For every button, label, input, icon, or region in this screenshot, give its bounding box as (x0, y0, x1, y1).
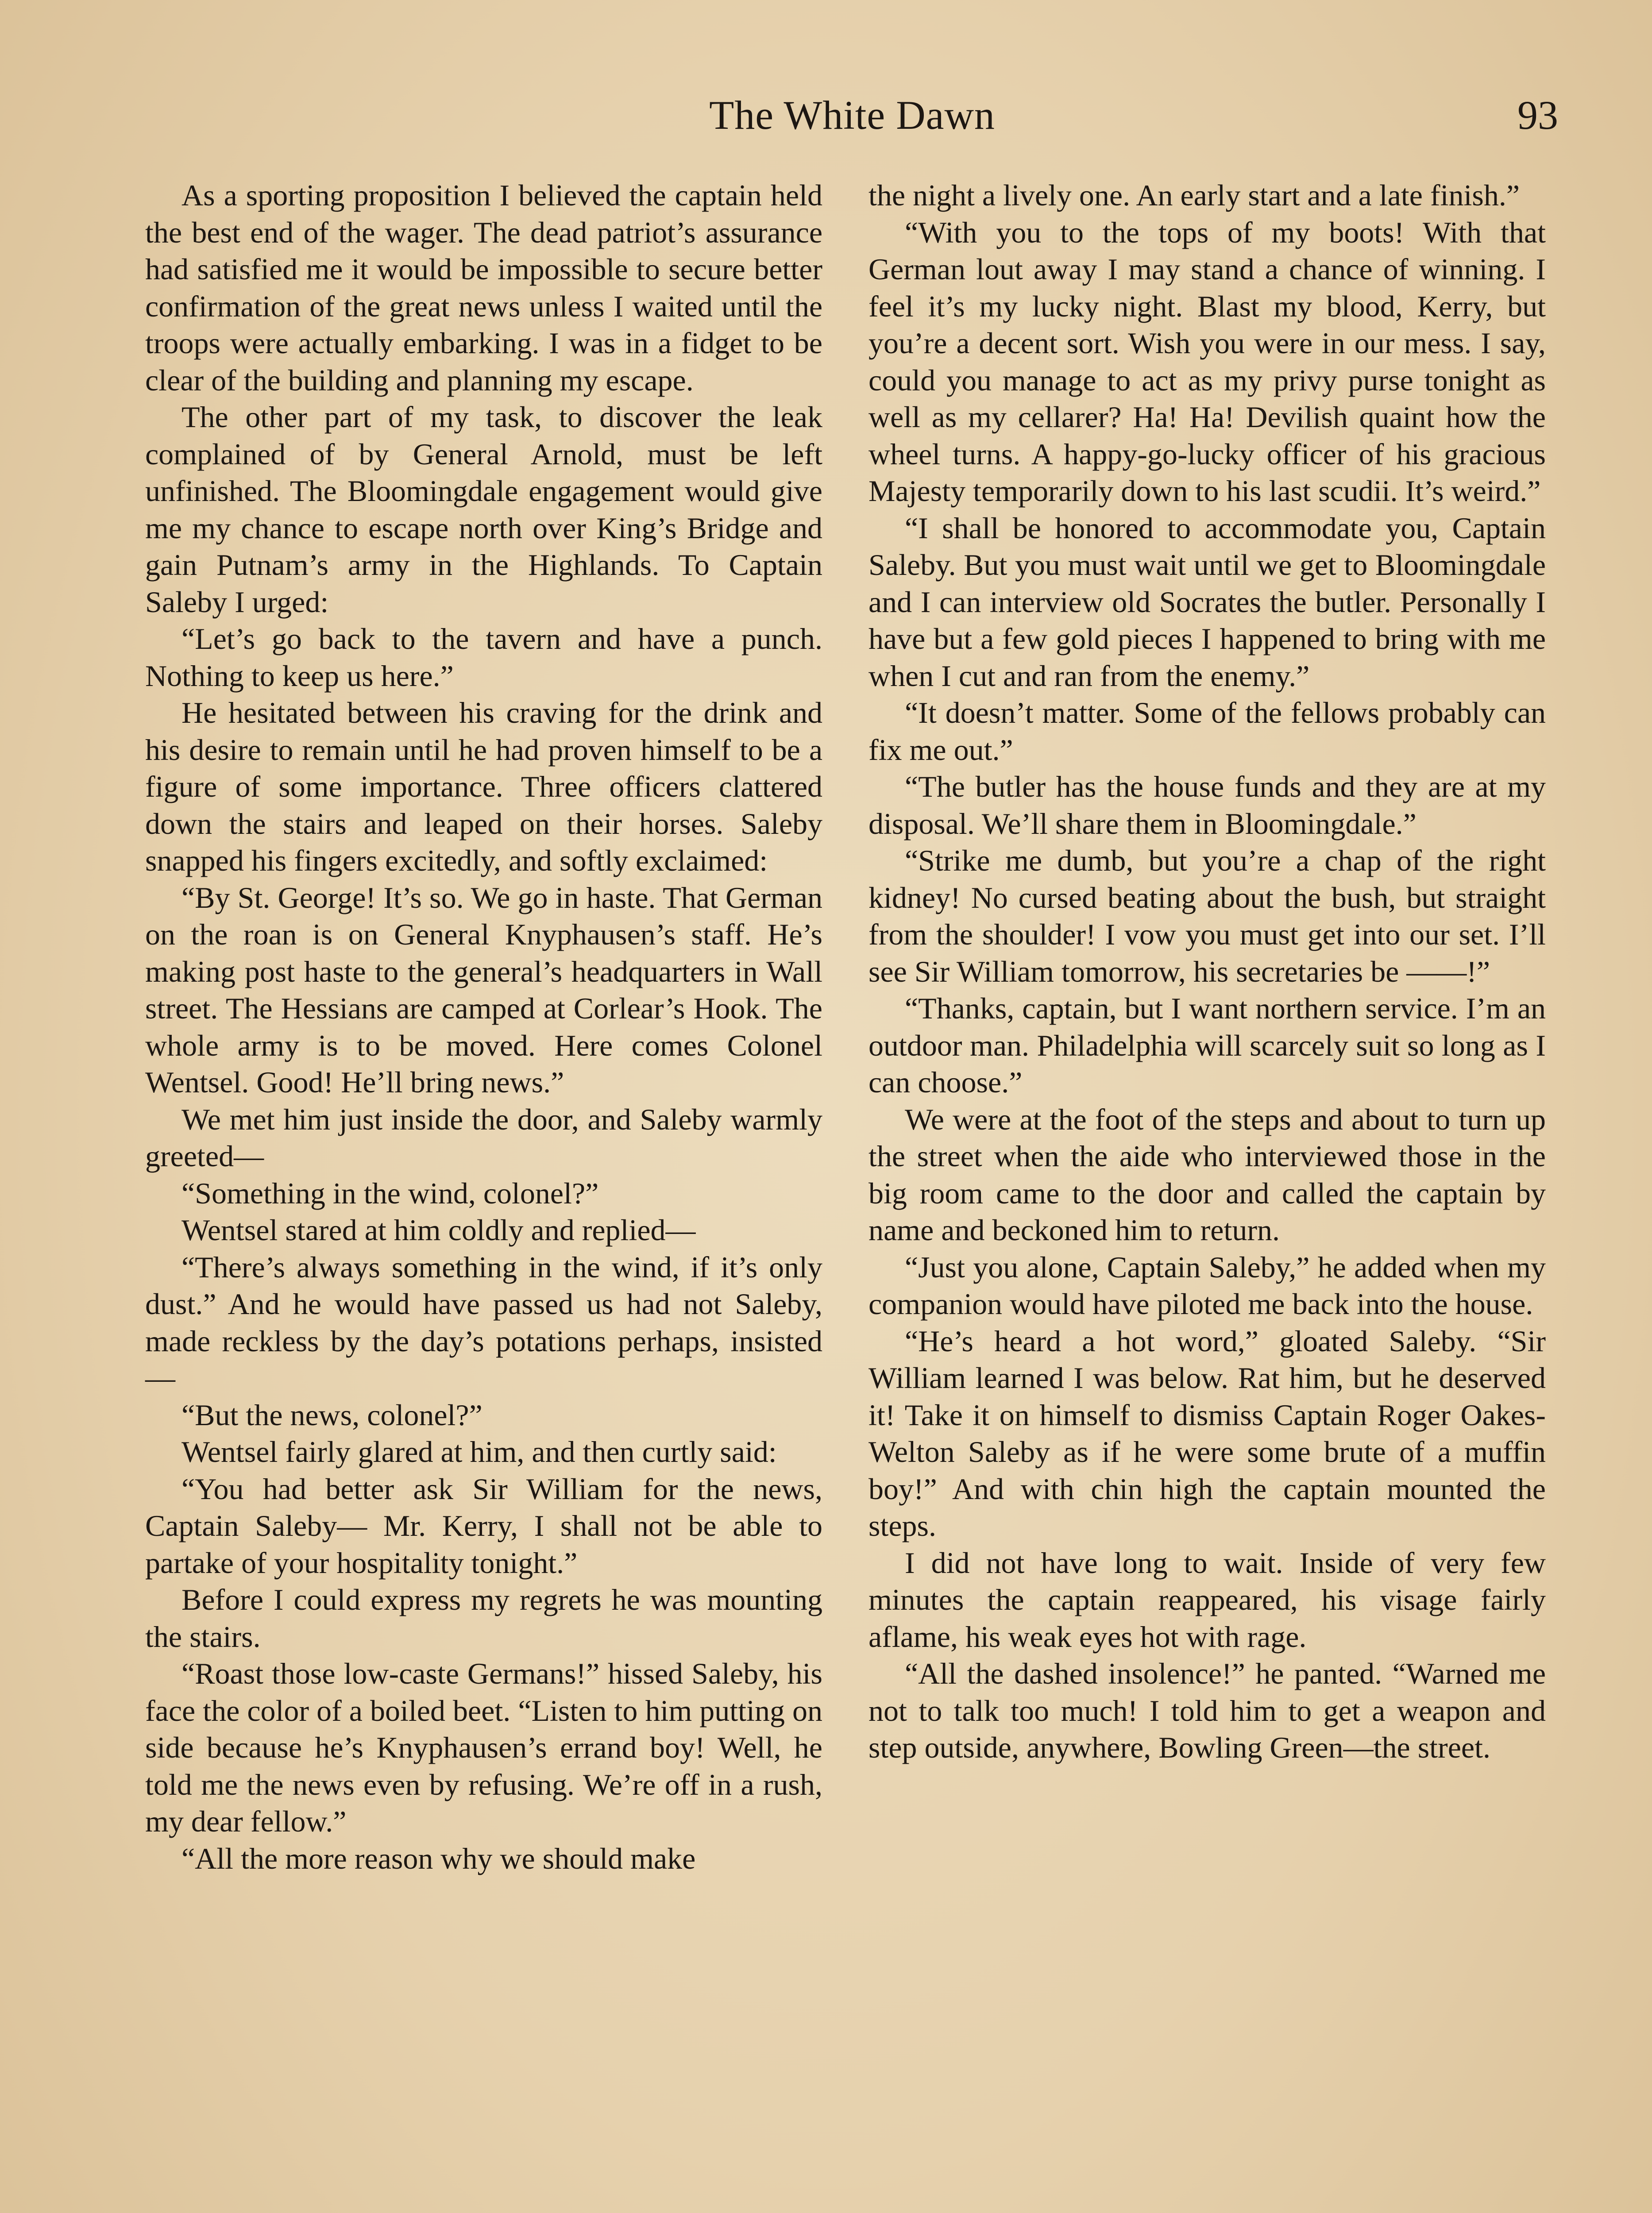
paragraph: Before I could express my regrets he was mounting the stairs. (145, 1583, 822, 1654)
paragraph: “All the dashed insolence!” he panted. “Warned me not to talk too much! I told him to get a weapon and step outside, anywhere, Bowling Green—the street. (868, 1657, 1546, 1764)
paragraph: “By St. George! It’s so. We go in haste. That German on the roan is on General Knyphausen’s staff. He’s making post haste to the general’s headquarters in Wall street. The Hessians are camped at Corlear’s Hook. The whole army is to be moved. Here comes Colonel Wentsel. Good! He’ll bring news.” (145, 880, 822, 1099)
paragraph: The other part of my task, to discover the leak complained of by General Arnold, must be left unfinished. The Bloomingdale engagement would give me my chance to escape north over King’s Bridge and gain Putnam’s army in the Highlands. To Captain Saleby I urged: (145, 400, 822, 619)
paragraph: “It doesn’t matter. Some of the fellows probably can fix me out.” (868, 696, 1546, 767)
paragraph: “All the more reason why we should make (181, 1841, 696, 1875)
page-header (146, 89, 1558, 150)
paragraph: “Let’s go back to the tavern and have a punch. Nothing to keep us here.” (145, 622, 822, 693)
paragraph: the night a lively one. An early start and a late finish.” (868, 178, 1520, 212)
paragraph: “Just you alone, Captain Saleby,” he added when my companion would have piloted me back into the house. (868, 1250, 1546, 1321)
paragraph: “There’s always something in the wind, if it’s only dust.” And he would have passed us had not Saleby, made reckless by the day’s potations perhaps, insisted— (145, 1250, 822, 1395)
paragraph: “Strike me dumb, but you’re a chap of the right kidney! No cursed beating about the bush, but straight from the shoulder! I vow you must get into our set. I’ll see Sir William tomorrow, his secretaries be ——!” (868, 844, 1546, 988)
paragraph: As a sporting proposition I believed the captain held the best end of the wager. The dead patriot’s assurance had satisfied me it would be impossible to secure better confirmation of the great news unless I waited until the troops were actually embarking. I was in a fidget to be clear of the building and planning my escape. (145, 178, 822, 397)
paragraph: “Roast those low-caste Germans!” hissed Saleby, his face the color of a boiled beet. “Listen to him putting on side because he’s Knyphausen’s errand boy! Well, he told me the news even by refusing. We’re off in a rush, my dear fellow.” (145, 1657, 822, 1838)
paragraph: “Something in the wind, colonel?” (181, 1176, 599, 1210)
paragraph: We met him just inside the door, and Saleby warmly greeted— (145, 1102, 822, 1173)
left-text-column (145, 177, 822, 2213)
paragraph: “With you to the tops of my boots! With that German lout away I may stand a chance of winning. I feel it’s my lucky night. Blast my blood, Kerry, but you’re a decent sort. Wish you were in our mess. I say, could you manage to act as my privy purse tonight as well as my cellarer? Ha! Ha! Devilish quaint how the wheel turns. A happy-go-lucky officer of his gracious Majesty temporarily down to his last scudii. It’s weird.” (868, 215, 1546, 508)
paragraph: Wentsel fairly glared at him, and then curtly said: (181, 1435, 777, 1469)
paragraph: We were at the foot of the steps and about to turn up the street when the aide who interviewed those in the big room came to the door and called the captain by name and beckoned him to return. (868, 1102, 1546, 1247)
paragraph: “But the news, colonel?” (181, 1398, 482, 1432)
running-title: The White Dawn (709, 93, 995, 138)
paragraph: He hesitated between his craving for the drink and his desire to remain until he had proven himself to be a figure of some importance. Three officers clattered down the stairs and leaped on their horses. Saleby snapped his fingers excitedly, and softly exclaimed: (145, 696, 822, 877)
right-text-column (868, 177, 1546, 2213)
paragraph: “He’s heard a hot word,” gloated Saleby. “Sir William learned I was below. Rat him, but he deserved it! Take it on himself to dismiss Captain Roger Oakes-Welton Saleby as if he were some brute of a muffin boy!” And with chin high the captain mounted the steps. (868, 1324, 1546, 1542)
paragraph: “The butler has the house funds and they are at my disposal. We’ll share them in Bloomingdale.” (868, 770, 1546, 840)
paragraph: Wentsel stared at him coldly and replied— (181, 1213, 696, 1247)
paragraph: I did not have long to wait. Inside of very few minutes the captain reappeared, his visage fairly aflame, his weak eyes hot with rage. (868, 1546, 1546, 1654)
paragraph: “I shall be honored to accommodate you, Captain Saleby. But you must wait until we get to Bloomingdale and I can interview old Socrates the butler. Personally I have but a few gold pieces I happened to bring with me when I cut and ran from the enemy.” (868, 511, 1546, 693)
paragraph: “Thanks, captain, but I want northern service. I’m an outdoor man. Philadelphia will scarcely suit so long as I can choose.” (868, 991, 1546, 1099)
page-number: 93 (1517, 93, 1558, 138)
paragraph: “You had better ask Sir William for the news, Captain Saleby— Mr. Kerry, I shall not be able to partake of your hospitality tonight.” (145, 1472, 822, 1580)
